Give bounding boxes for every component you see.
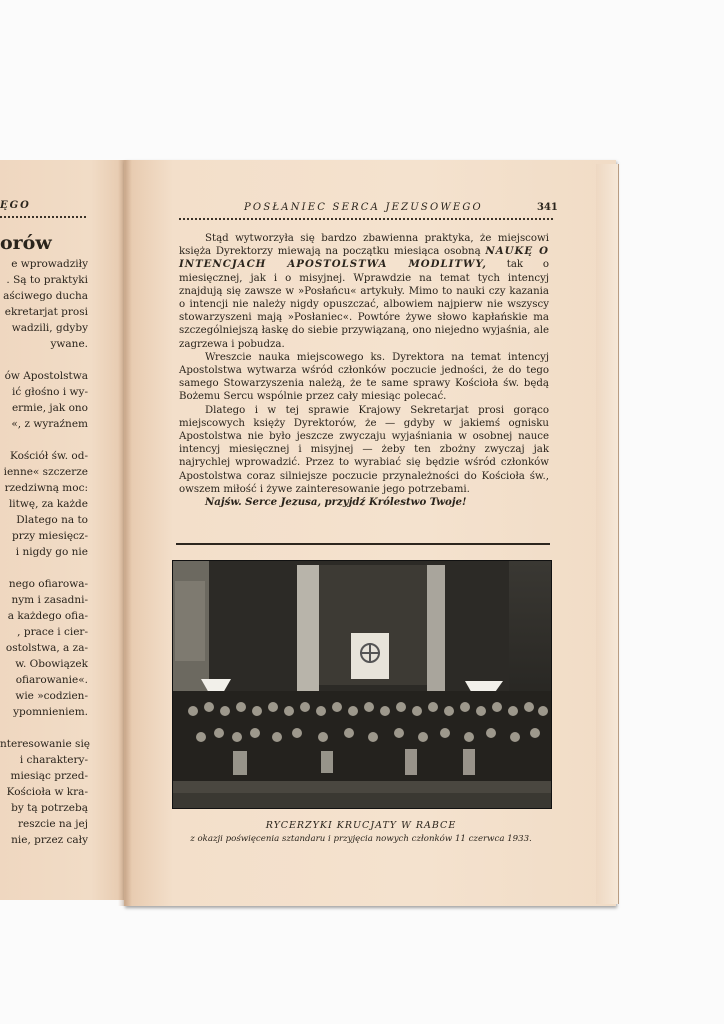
left-page-line: wadzili, gdyby	[11, 322, 88, 334]
left-page-line: Kościoła w kra-	[6, 786, 88, 798]
left-page-line: Kościół św. od-	[10, 450, 88, 462]
group-photo-image	[173, 561, 551, 808]
running-header: POSŁANIEC SERCA JEZUSOWEGO	[244, 202, 483, 213]
left-page-line: ypomnieniem.	[13, 706, 88, 718]
left-page-line: a każdego ofia-	[7, 610, 88, 622]
paragraph-2: Wreszcie nauka miejscowego ks. Dyrektora na temat intencyj Apostolstwa wytwarza wśród członków poczucie jedności, że do tego samego Stowarzyszenia należą, że te same sprawy Kościoła św. będą Bożemu Sercu wspólnie przez cały miesiąc polecać.	[179, 351, 549, 403]
group-photo	[172, 560, 552, 809]
left-page-line: ostolstwa, a za-	[5, 642, 88, 654]
left-page-line: ienne« szczerze	[3, 466, 88, 478]
left-page-line: w. Obowiązek	[15, 658, 88, 670]
closing-invocation: Najśw. Serce Jezusa, przyjdź Królestwo Twoje!	[205, 496, 467, 509]
paragraph-1	[179, 232, 549, 351]
paragraph-1-emphasis: NAUKĘ O INTENCJACH APOSTOLSTWA MODLITWY,	[179, 245, 549, 271]
left-page-line: nym i zasadni-	[11, 594, 88, 606]
left-page-line: by tą potrzebą	[11, 802, 88, 814]
left-page-line: przy miesięcz-	[12, 530, 88, 542]
left-page-line: ekretarjat prosi	[4, 306, 88, 318]
left-page-gap	[0, 560, 88, 576]
left-page-line: miesiąc przed-	[10, 770, 88, 782]
header-rule	[179, 218, 553, 220]
paragraph-3: Dlatego i w tej sprawie Krajowy Sekretarjat prosi gorąco miejscowych księży Dyrektorów, że — gdyby w jakiemś ognisku Apostolstwa nie było jeszcze zwyczaju wyjaśniania w osobnej nauce intencyj miesięcznej i misyjnej — żeby ten zbożny zwyczaj jak najrychlej wprowadzić. Przez to wyrabiać się będzie wśród członków Apostolstwa coraz silniejsze poczucie przynależności do Kościoła św., owszem miłość i żywe zainteresowanie jego potrzebami.	[179, 404, 549, 495]
left-page-line: «, z wyraźnem	[11, 418, 88, 430]
left-page-line: ofiarowanie«.	[15, 674, 88, 686]
left-page-line: Dlatego na to	[16, 514, 88, 526]
left-page-line: nie, przez cały	[11, 834, 88, 846]
left-page-line: ów Apostolstwa	[4, 370, 88, 382]
page-edges	[596, 164, 619, 904]
left-page-line: reszcie na jej	[17, 818, 88, 830]
page-number: 341	[537, 202, 558, 213]
left-page-line: ermie, jak ono	[11, 402, 88, 414]
paragraph-1-lead: Stąd wytworzyła się bardzo zbawienna praktyka, że miejscowi księża Dyrektorzy miewają na początku miesiąca osobną	[179, 233, 549, 258]
left-page-line: i charaktery-	[19, 754, 88, 766]
left-page-gap	[0, 352, 88, 368]
left-page-line: nego ofiarowa-	[8, 578, 88, 590]
left-page-header: ĘGO	[0, 200, 31, 211]
left-page-line: e wprowadziły	[11, 258, 88, 270]
left-page-line: ywane.	[50, 338, 88, 350]
paragraph-1-rest: tak o miesięcznej, jak i o misyjnej. Wprawdzie na temat tych intencyj znajdują się zawsze w »Posłańcu« artykuły. Mimo to nauki czy kazania o intencji nie należy nigdy opuszczać, albowiem najpierw nie wszyscy stowarzyszeni mają »Posłaniec«. Powtóre żywe słowo kapłańskie ma szczególniejszą łaskę do siebie przywiązaną, ono niejedno wyjaśnia, ale zagrzewa i pobudza.	[179, 259, 549, 350]
left-page	[0, 160, 130, 900]
left-page-line: i nigdy go nie	[15, 546, 88, 558]
left-page-line: , prace i cier-	[17, 626, 88, 638]
left-page-gap	[0, 720, 88, 736]
article-body	[179, 232, 549, 509]
photo-divider	[176, 543, 550, 545]
left-page-line: ić głośno i wy-	[12, 386, 88, 398]
open-magazine	[0, 160, 618, 908]
left-page-title: orów	[0, 232, 52, 254]
left-page-text	[0, 256, 91, 848]
photo-caption-title: RYCERZYKI KRUCJATY W RABCE	[265, 820, 457, 831]
book-gutter	[118, 160, 132, 906]
left-page-line: wie »codzien-	[15, 690, 88, 702]
left-header-rule	[0, 216, 86, 218]
left-page-line: . Są to praktyki	[6, 274, 88, 286]
left-page-gap	[0, 432, 88, 448]
photo-caption-subtitle: z okazji poświęcenia sztandaru i przyjęcia nowych członków 11 czerwca 1933.	[190, 834, 532, 844]
left-page-line: aściwego ducha	[3, 290, 88, 302]
right-page	[124, 160, 616, 906]
left-page-line: nteresowanie się	[0, 738, 91, 750]
left-page-line: rzedziwną moc:	[4, 482, 88, 494]
left-page-line: litwę, za każde	[8, 498, 88, 510]
